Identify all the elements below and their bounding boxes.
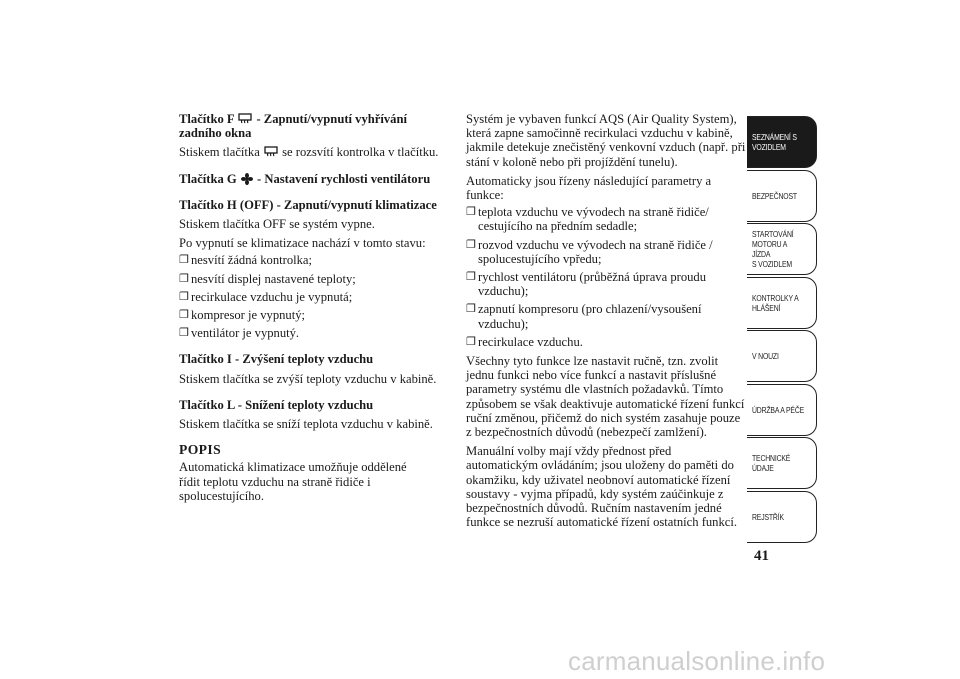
tab-rejstrik[interactable]: REJSTŘÍK (747, 491, 817, 543)
button-h-text-2: Po vypnutí se klimatizace nachází v tomto stavu: (179, 236, 426, 251)
list-item: ❐ zapnutí kompresoru (pro chlazení/vysoušení vzduchu); (466, 302, 702, 331)
off-state-list (179, 253, 441, 340)
popis-text: Automatická klimatizace umožňuje oddělené řídit teplotu vzduchu na straně řidiče i spolucestujícího. (179, 460, 407, 503)
list-item: ❐ nesvítí displej nastavené teploty; (179, 271, 356, 286)
popis-heading: POPIS (179, 442, 222, 458)
button-h-text-1: Stiskem tlačítka OFF se systém vypne. (179, 217, 375, 232)
list-item: ❐ nesvítí žádná kontrolka; (179, 253, 313, 268)
tab-bezpecnost[interactable]: BEZPEČNOST (747, 170, 817, 222)
rear-window-defrost-icon (238, 113, 252, 125)
button-i-heading: Tlačítko I - Zvýšení teploty vzduchu (179, 352, 374, 367)
tab-udrzba[interactable]: ÚDRŽBA A PÉČE (747, 384, 817, 436)
button-g-heading: Tlačítka G - Nastavení rychlosti ventilátoru (179, 171, 431, 186)
manual-priority-paragraph: Manuální volby mají vždy přednost před automatickým ovládáním; jsou uloženy do paměti do okamžiku, kdy uživatel neobnoví automatické řízení soustavy - vyjma případů, kdy systém zaúčinkuje z bezpečnostních důvodů. Ručním nastavením jedné funkce se nezruší automatické řízení ostatních funkcí. (466, 444, 738, 530)
aqs-paragraph: Systém je vybaven funkcí AQS (Air Quality System), která zapne samočinně recirkulaci vzduchu v kabině, jakmile detekuje znečistěný venkovní vzduch (např. při stání v koloně nebo při projíždění tunelu). (466, 112, 746, 169)
tab-kontrolky[interactable]: KONTROLKY A HLÁŠENÍ (747, 277, 817, 329)
section-tabs (747, 116, 817, 544)
page-number: 41 (754, 548, 769, 564)
list-item: ❐ recirkulace vzduchu je vypnutá; (179, 289, 353, 304)
manual-settings-paragraph: Všechny tyto funkce lze nastavit ručně, tzn. zvolit jednu funkci nebo více funkcí a nastavit příslušné parametry systému dle vlastních požadavků. Tímto způsobem se však deaktivuje automatické řízení funkcí ruční změnou, přičemž do nich systém zasahuje pouze z bezpečnostních důvodů (nebezpečí zamlžení). (466, 354, 745, 440)
list-item: ❐ teplota vzduchu ve vývodech na straně řidiče/ cestujícího na předním sedadle; (466, 205, 709, 234)
list-item: ❐ rozvod vzduchu ve vývodech na straně řidiče / spolucestujícího vpředu; (466, 237, 713, 266)
button-f-heading: Tlačítko F - Zapnutí/vypnutí vyhřívání zadního okna (179, 112, 407, 141)
rear-window-defrost-icon (264, 146, 278, 158)
list-item: ❐ kompresor je vypnutý; (179, 308, 306, 323)
button-i-text: Stiskem tlačítka se zvýší teploty vzduchu v kabině. (179, 371, 437, 386)
fan-icon (241, 173, 253, 185)
tab-technicke-udaje[interactable]: TECHNICKÉ ÚDAJE (747, 437, 817, 489)
auto-params-intro: Automaticky jsou řízeny následující parametry a funkce: (466, 173, 712, 203)
button-h-heading: Tlačítko H (OFF) - Zapnutí/vypnutí klimatizace (179, 197, 437, 212)
button-f-text: Stiskem tlačítka se rozsvítí kontrolka v tlačítku. (179, 145, 439, 160)
watermark: carmanualsonline.info (568, 646, 826, 676)
button-l-text: Stiskem tlačítka se sníží teplota vzduchu v kabině. (179, 417, 433, 432)
auto-params-list (466, 205, 746, 349)
list-item: ❐ ventilátor je vypnutý. (179, 326, 300, 341)
left-column (179, 112, 441, 508)
list-item: ❐ rychlost ventilátoru (průběžná úprava proudu vzduchu); (466, 270, 707, 299)
list-item: ❐ recirkulace vzduchu. (466, 334, 583, 349)
tab-seznameni[interactable]: SEZNÁMENÍ S VOZIDLEM (747, 116, 817, 168)
tab-v-nouzi[interactable]: V NOUZI (747, 330, 817, 382)
button-l-heading: Tlačítko L - Snížení teploty vzduchu (179, 397, 374, 412)
tab-startovani[interactable]: STARTOVÁNÍ MOTORU A JÍZDA S VOZIDLEM (747, 223, 817, 275)
right-column (466, 112, 746, 534)
